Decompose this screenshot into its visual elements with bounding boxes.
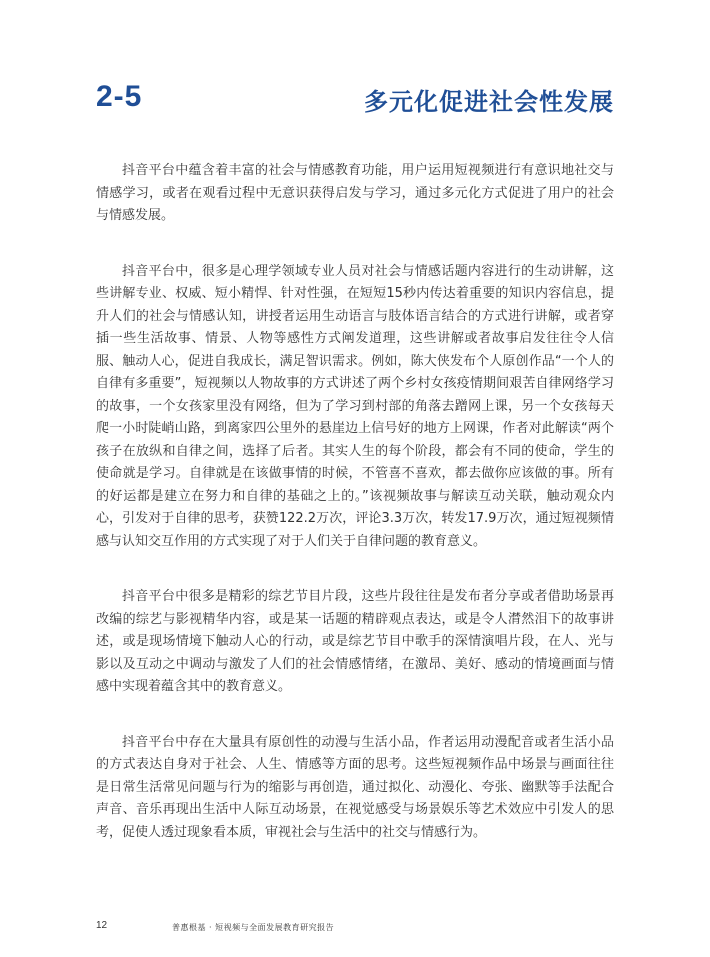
section-title: 多元化促进社会性发展: [364, 88, 614, 116]
paragraph: 抖音平台中，很多是心理学领域专业人员对社会与情感话题内容进行的生动讲解，这些讲解专业、权威、短小精悍、针对性强，在短短15秒内传达着重要的知识内容信息，提升人们的社会与情感认知，讲授者运用生动语言与肢体语言结合的方式进行讲解，或者穿插一些生活故事、情景、人物等感性方式阐发道理，这些讲解或者故事启发往往令人信服、触动人心，促进自我成长，满足智识需求。例如，陈大侠发布个人原创作品“一个人的自律有多重要”，短视频以人物故事的方式讲述了两个乡村女孩疫情期间艰苦自律网络学习的故事，一个女孩家里没有网络，但为了学习到村部的角落去蹭网上课，另一个女孩每天爬一小时陡峭山路，到离家四公里外的悬崖边上信号好的地方上网课，作者对此解读“两个孩子在放纵和自律之间，选择了后者。其实人生的每个阶段，都会有不同的使命，学生的使命就是学习。自律就是在该做事情的时候，不管喜不喜欢，都去做你应该做的事。所有的好运都是建立在努力和自律的基础之上的。”该视频故事与解读互动关联，触动观众内心，引发对于自律的思考，获赞122.2万次，评论3.3万次，转发17.9万次，通过短视频情感与认知交互作用的方式实现了对于人们关于自律问题的教育意义。: [96, 263, 614, 549]
section-header: [96, 80, 614, 124]
page-footer: [96, 920, 614, 936]
paragraph: 抖音平台中很多是精彩的综艺节目片段，这些片段往往是发布者分享或者借助场景再改编的综艺与影视精华内容，或是某一话题的精辟观点表达，或是令人潸然泪下的故事讲述，或是现场情境下触动人心的行动，或是综艺节目中歌手的深情演唱片段，在人、光与影以及互动之中调动与激发了人们的社会情感情绪，在激昂、美好、感动的情境画面与情感中实现着蕴含其中的教育意义。: [96, 589, 614, 694]
publication-title: 普惠根基 · 短视频与全面发展教育研究报告: [172, 923, 335, 932]
page-number: 12: [96, 920, 108, 931]
paragraph: 抖音平台中蕴含着丰富的社会与情感教育功能，用户运用短视频进行有意识地社交与情感学习，或者在观看过程中无意识获得启发与学习，通过多元化方式促进了用户的社会与情感发展。: [96, 163, 614, 223]
section-number: 2-5: [96, 80, 143, 113]
paragraph: 抖音平台中存在大量具有原创性的动漫与生活小品，作者运用动漫配音或者生活小品的方式表达自身对于社会、人生、情感等方面的思考。这些短视频作品中场景与画面往往是日常生活常见问题与行为的缩影与再创造，通过拟化、动漫化、夸张、幽默等手法配合声音、音乐再现出生活中人际互动场景，在视觉感受与场景娱乐等艺术效应中引发人的思考，促使人透过现象看本质，审视社会与生活中的社交与情感行为。: [96, 734, 614, 840]
body-text: [96, 160, 614, 877]
